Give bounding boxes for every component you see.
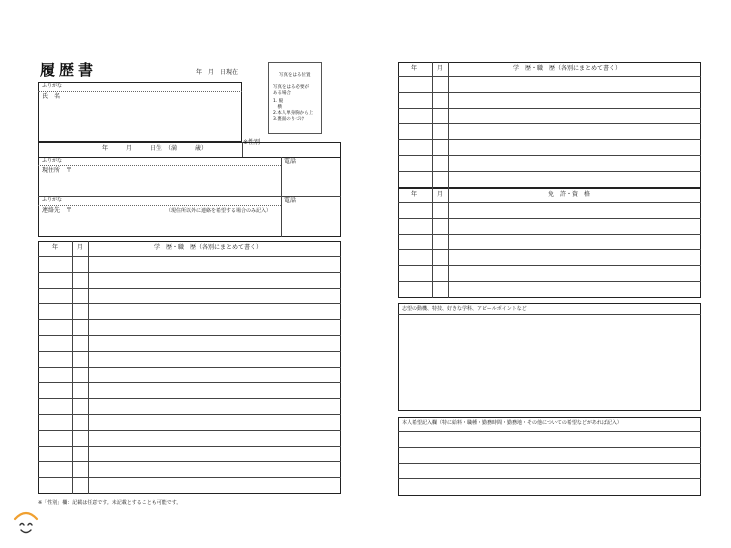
history-left-col-year: 年 — [52, 244, 59, 251]
photo-line: 写真をはる位置 — [279, 73, 311, 78]
history-left-col-month: 月 — [77, 244, 84, 251]
table-row[interactable] — [398, 202, 701, 203]
table-row[interactable] — [398, 171, 701, 172]
licenses-col-month: 月 — [437, 191, 444, 198]
table-row[interactable] — [398, 234, 701, 235]
address-label: 現住所 〒 — [42, 167, 73, 174]
table-row[interactable] — [398, 108, 701, 109]
photo-box — [268, 62, 322, 134]
phone-label: 電話 — [284, 158, 297, 165]
table-row[interactable] — [38, 414, 341, 415]
page-title: 履歴書 — [40, 61, 98, 79]
requests-box[interactable] — [398, 417, 701, 496]
licenses-header: 免 許・資 格 — [548, 191, 591, 198]
table-row[interactable] — [38, 461, 341, 462]
photo-line: ある場合 — [273, 91, 291, 96]
history-right-header: 学 歴・職 歴（各別にまとめて書く） — [513, 65, 622, 72]
table-row[interactable] — [38, 398, 341, 399]
requests-label: 本人希望記入欄（特に給料・職種・勤務時間・勤務地・その他についての希望などがあれば記入） — [402, 420, 622, 426]
table-row[interactable] — [398, 218, 701, 219]
table-row[interactable] — [38, 288, 341, 289]
table-row[interactable] — [398, 123, 701, 124]
table-row[interactable] — [398, 431, 701, 432]
table-row[interactable] — [38, 351, 341, 352]
motivation-box[interactable] — [398, 303, 701, 411]
table-row[interactable] — [398, 478, 701, 479]
table-row[interactable] — [38, 272, 341, 273]
history-table-right — [398, 62, 701, 188]
history-right-col-month: 月 — [437, 65, 444, 72]
photo-line: 写真をはる必要が — [273, 85, 309, 90]
table-row[interactable] — [38, 335, 341, 336]
table-row[interactable] — [38, 256, 341, 257]
table-row[interactable] — [38, 477, 341, 478]
table-row[interactable] — [398, 447, 701, 448]
table-row[interactable] — [398, 463, 701, 464]
photo-line: 1. 縦 — [273, 99, 284, 104]
name-furigana-label: ふりがな — [42, 83, 63, 89]
table-row[interactable] — [398, 155, 701, 156]
footnote: ※「性別」欄：記載は任意です。未記載とすることも可能です。 — [38, 500, 182, 506]
history-left-header: 学 歴・職 歴（各別にまとめて書く） — [154, 244, 263, 251]
contact-label: 連絡先 〒 — [42, 207, 73, 214]
table-row[interactable] — [398, 92, 701, 93]
birth-label: 年 月 日生 （満 歳） — [102, 145, 208, 152]
contact-note: （現住所以外に連絡を希望する場合のみ記入） — [166, 208, 272, 214]
contact-furigana-label: ふりがな — [42, 197, 63, 203]
name-label: 氏 名 — [42, 93, 61, 100]
table-row[interactable] — [38, 446, 341, 447]
table-row[interactable] — [398, 139, 701, 140]
gender-label: ※性別 — [243, 139, 261, 146]
photo-line: 2.本人単身胸から上 — [273, 111, 314, 116]
table-row[interactable] — [38, 382, 341, 383]
photo-line: 横 — [273, 105, 282, 110]
address-furigana-label: ふりがな — [42, 158, 63, 164]
table-row[interactable] — [398, 265, 701, 266]
table-row[interactable] — [38, 367, 341, 368]
photo-line: 3.裏面のりづけ — [273, 117, 305, 122]
table-row[interactable] — [398, 76, 701, 77]
date-label: 年 月 日現在 — [196, 69, 239, 76]
table-row[interactable] — [38, 430, 341, 431]
licenses-col-year: 年 — [411, 191, 418, 198]
table-row[interactable] — [38, 303, 341, 304]
smiling-face-logo-icon — [12, 510, 40, 536]
table-row[interactable] — [38, 319, 341, 320]
table-row[interactable] — [398, 281, 701, 282]
motivation-label: 志望の動機、特技、好きな学科、アピールポイントなど — [402, 306, 527, 312]
table-row[interactable] — [398, 249, 701, 250]
history-right-col-year: 年 — [411, 65, 418, 72]
contact-phone-label: 電話 — [284, 197, 297, 204]
